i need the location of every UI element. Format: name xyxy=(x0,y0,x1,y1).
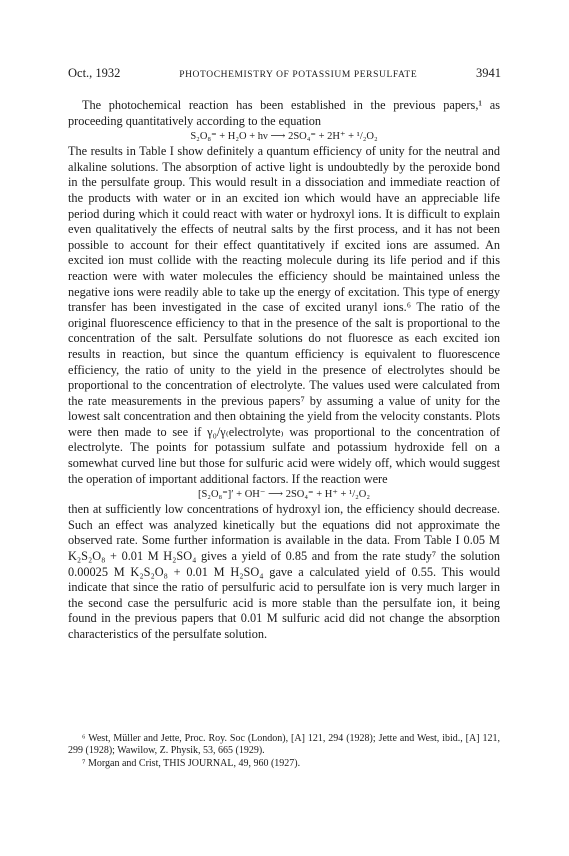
equation-2: [S₂O₈⁼]′ + OH⁻ ⟶ 2SO₄⁼ + H⁺ + ¹/₂O₂ xyxy=(197,489,371,501)
footnotes xyxy=(68,733,500,770)
header-date: Oct., 1932 xyxy=(68,66,121,80)
paragraph-intro: The photochemical reaction has been established in the previous papers,¹ as proceeding quantitatively according to the equation xyxy=(68,98,500,128)
footnote-7: ⁷ Morgan and Crist, THIS JOURNAL, 49, 960 (1927). xyxy=(82,757,301,769)
paragraph-results: The results in Table I show definitely a quantum efficiency of unity for the neutral and alkaline solutions. The absorption of active light is undoubtedly by the peroxide bond in the persulfate group. This would result in a dissociation and immediate reaction of the products with water or in an excited ion which would have an appreciable life period during which it could react with water or hydroxyl ions. It is difficult to explain even qualitatively the effects of neutral salts by the first process, and it has not been possible to account for their effect quantitatively if excited ions are assumed. An excited ion must collide with the reacting molecule during its life period and if this reaction were with water molecules the efficiency should be maintained unless the negative ions were readily able to take up the energy of excitation. This type of energy transfer has been investigated in the case of excited uranyl ions.⁶ The ratio of the original fluorescence efficiency to that in the presence of the salt is proportional to the concentration of the salt. Persulfate solutions do not fluoresce as each excited ion results in reaction, but since the quantum efficiency is equivalent to fluorescence efficiency, the ratio of unity to the yield in the presence of electrolytes should be proportional to the concentration of electrolyte. The values used were calculated from the rate measurements in the previous papers⁷ by assuming a value of unity for the lowest salt concentration and then obtaining the yield from the velocity constants. Plots were then made to see if γ₀/γ₍electrolyte₎ was proportional to the concentration of electrolyte. The points for potassium sulfate and potassium hydroxide fell on a somewhat curved line but those for sulfuric acid were widely off, which would suggest the operation of important additional factors. If the reaction were xyxy=(68,144,500,486)
paragraph-analysis: then at sufficiently low concentrations of hydroxyl ion, the efficiency should decrease. Such an effect was analyzed kinetically but the equations did not approximate the observed rate. Some further information is available in the data. From Table I 0.05 M K₂S₂O₈ + 0.01 M H₂SO₄ gives a yield of 0.85 and from the rate study⁷ the solution 0.00025 M K₂S₂O₈ + 0.01 M H₂SO₄ gave a calculated yield of 0.55. This would indicate that since the ratio of persulfuric acid to persulfate ion is very much larger in the second case the persulfuric acid is more stable than the persulfate ion, it being found in the previous papers that 0.01 M sulfuric acid did not change the absorption characteristics of the persulfate solution. xyxy=(68,502,500,641)
header-page-number: 3941 xyxy=(476,66,501,80)
equation-1: S₂O₈⁼ + H₂O + hν ⟶ 2SO₄⁼ + 2H⁺ + ¹/₂O₂ xyxy=(190,131,378,143)
header-title: PHOTOCHEMISTRY OF POTASSIUM PERSULFATE xyxy=(179,70,418,80)
running-header xyxy=(68,66,501,81)
footnote-6: ⁶ West, Müller and Jette, Proc. Roy. Soc (London), [A] 121, 294 (1928); Jette and West, ibid., [A] 121, 299 (1928); Wawilow, Z. Physik, 53, 665 (1929). xyxy=(68,733,500,757)
body-text xyxy=(68,98,500,643)
